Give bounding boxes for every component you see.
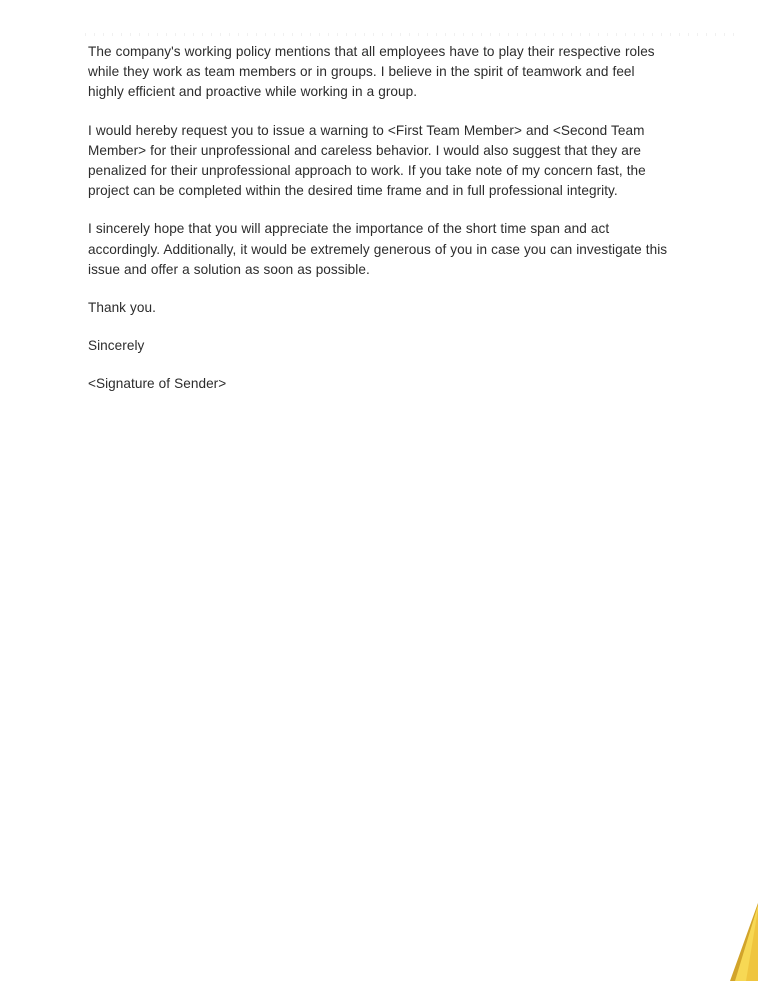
paragraph-hope: I sincerely hope that you will appreciate the importance of the short time span and act accordingly. Additionally, it would be extremely generous of you in case you can investigate this issue and offer a solution as soon as possible. [88,221,668,277]
paragraph-policy: The company's working policy mentions that all employees have to play their respective roles while they work as team members or in groups. I believe in the spirit of teamwork and feel highly efficient and proactive while working in a group. [88,44,655,100]
closing-salutation: Sincerely [88,338,145,354]
gold-corner-wedge-icon [716,903,758,981]
closing-thanks: Thank you. [88,300,156,316]
letter-body [88,42,673,395]
paragraph-request: I would hereby request you to issue a warning to <First Team Member> and <Second Team Member> for their unprofessional and careless behavior. I would also suggest that they are penalized for their unprofessional approach to work. If you take note of my concern fast, the project can be completed within the desired time frame and in full professional integrity. [88,122,646,199]
signature-placeholder: <Signature of Sender> [88,376,227,392]
scan-artifact-top [85,33,735,36]
